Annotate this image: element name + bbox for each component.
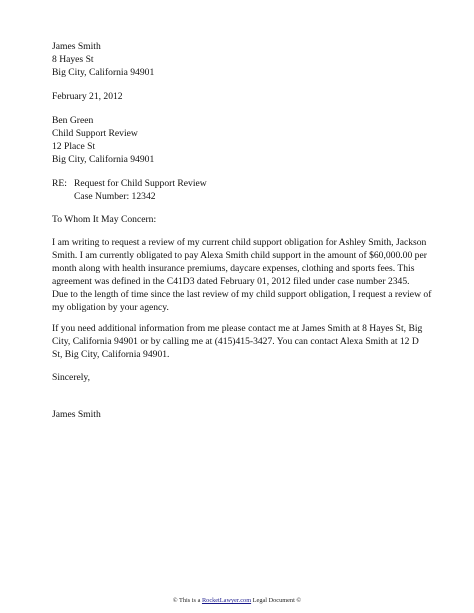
paragraph-line: my obligation by your agency.: [52, 302, 169, 313]
paragraph-line: Smith. I am currently obligated to pay Alexa Smith child support in the amount of $60,000.00 per: [52, 250, 427, 261]
letter-date: [52, 90, 123, 103]
subject-block: [52, 177, 74, 190]
subject-lines: [74, 177, 207, 203]
signature: [52, 408, 101, 421]
date-text: February 21, 2012: [52, 91, 123, 102]
case-number: Case Number: 12342: [74, 191, 156, 202]
paragraph-line: I am writing to request a review of my current child support obligation for Ashley Smith, Jackson: [52, 237, 427, 248]
recipient-street: 12 Place St: [52, 141, 96, 152]
signature-name: James Smith: [52, 409, 101, 420]
paragraph-line: If you need additional information from me please contact me at James Smith at 8 Hayes St, Big: [52, 323, 423, 334]
paragraph-line: City, California 94901 or by calling me at (415)415-3427. You can contact Alexa Smith at 12 D: [52, 336, 419, 347]
footer-prefix: © This is a: [172, 597, 202, 604]
recipient-name: Ben Green: [52, 115, 94, 126]
closing: [52, 371, 90, 384]
salutation-text: To Whom It May Concern:: [52, 214, 157, 225]
sender-street: 8 Hayes St: [52, 54, 94, 65]
salutation: [52, 213, 156, 226]
closing-text: Sincerely,: [52, 372, 91, 383]
recipient-city: Big City, California 94901: [52, 154, 155, 165]
document-footer: [0, 597, 474, 605]
recipient-organization: Child Support Review: [52, 128, 138, 139]
body-paragraph-2: [52, 322, 422, 361]
sender-address: [52, 40, 154, 79]
paragraph-line: St, Big City, California 94901.: [52, 349, 170, 360]
re-label: RE:: [52, 178, 67, 189]
paragraph-line: agreement was defined in the C41D3 dated February 01, 2012 filed under case number 2345.: [52, 276, 410, 287]
sender-city: Big City, California 94901: [52, 67, 155, 78]
footer-link[interactable]: RocketLawyer.com: [201, 597, 252, 604]
paragraph-line: month along with health insurance premiums, daycare expenses, clothing and sports fees. This: [52, 263, 415, 274]
sender-name: James Smith: [52, 41, 101, 52]
footer-suffix: Legal Document ©: [251, 597, 302, 604]
recipient-address: [52, 114, 154, 166]
paragraph-line: Due to the length of time since the last review of my child support obligation, I request a review of: [52, 289, 432, 300]
subject-text: Request for Child Support Review: [74, 178, 207, 189]
body-paragraph-1: [52, 236, 431, 314]
